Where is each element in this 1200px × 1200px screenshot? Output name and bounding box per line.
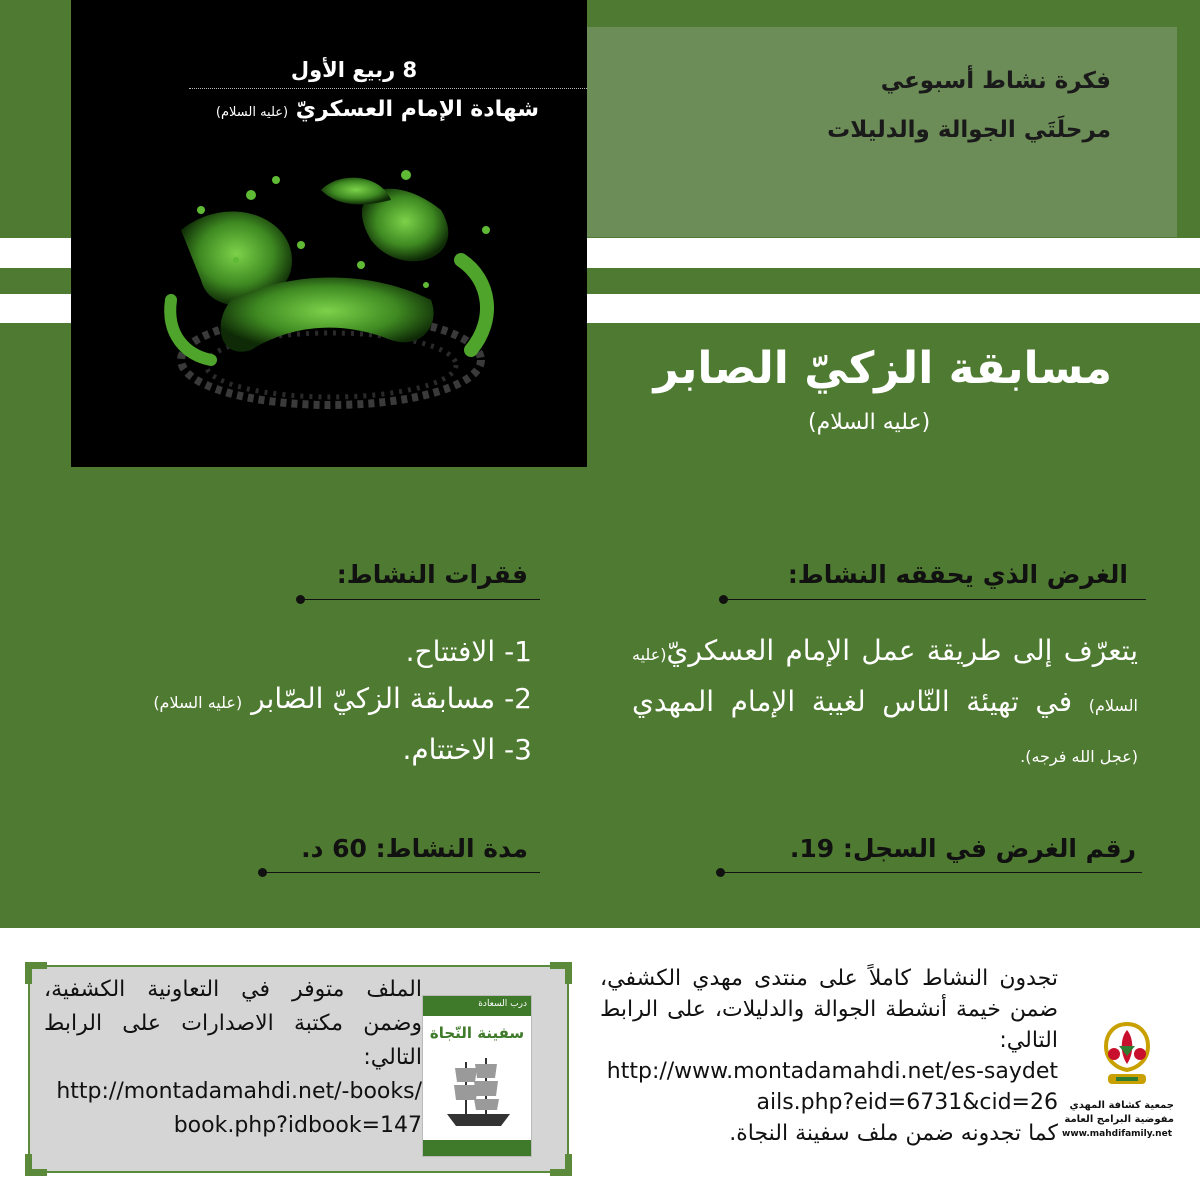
record-label: رقم الغرض في السجل:: [842, 834, 1136, 863]
purpose-rule: [724, 599, 1146, 600]
main-title: مسابقة الزكيّ الصابر: [653, 343, 1112, 394]
activity-steps: [153, 628, 532, 773]
activity-rule-dot: [296, 595, 305, 604]
record-rule: [720, 872, 1142, 873]
header-line-1: فكرة نشاط أسبوعي: [880, 68, 1111, 94]
calligraphy-art-icon: [141, 150, 521, 420]
purpose-heading: الغرض الذي يحققه النشاط:: [787, 560, 1128, 589]
poster: [71, 0, 587, 467]
book-cover-band-bottom: [423, 1140, 531, 1156]
info-link[interactable]: http://montadamahdi.net/-books/book.php?idbook=147: [56, 1079, 422, 1138]
bracket-corner: [25, 1154, 47, 1176]
activity-rule: [300, 599, 540, 600]
record-number: [790, 834, 1136, 863]
logo-caption-1: جمعية كشافة المهدي: [1069, 1100, 1174, 1111]
ship-icon: [441, 1054, 516, 1132]
purpose-text: [632, 627, 1138, 780]
step-item-text: 2- مسابقة الزكيّ الصّابر: [251, 682, 532, 715]
step-item-note: (عليه السلام): [153, 693, 243, 712]
book-title: سفينة النّجاة: [429, 1024, 525, 1042]
bracket-corner: [550, 962, 572, 984]
step-item: 1- الافتتاح.: [405, 635, 532, 668]
book-cover: [422, 995, 532, 1157]
forum-footer: كما تجدونه ضمن ملف سفينة النجاة.: [729, 1121, 1058, 1146]
forum-text: [600, 963, 1058, 1149]
main-subtitle: (عليه السلام): [808, 410, 931, 435]
record-value: 19.: [789, 834, 835, 863]
poster-subtitle: [216, 97, 539, 122]
poster-subtitle-note: (عليه السلام): [215, 105, 289, 120]
duration-rule: [262, 872, 540, 873]
activity-heading: فقرات النشاط:: [336, 560, 528, 589]
record-rule-dot: [716, 868, 725, 877]
purpose-note-1: (عليه السلام): [632, 645, 1138, 715]
purpose-text-2: في تهيئة النّاس لغيبة الإمام المهدي: [632, 685, 1073, 718]
logo-caption-2: مفوضية البرامج العامة: [1064, 1114, 1174, 1125]
header-line-2: مرحلَتَي الجوالة والدليلات: [827, 117, 1111, 143]
step-item: 3- الاختتام.: [402, 733, 532, 766]
purpose-rule-dot: [719, 595, 728, 604]
poster-subtitle-text: شهادة الإمام العسكريّ: [295, 97, 539, 122]
poster-date: 8 ربيع الأول: [290, 58, 418, 82]
forum-text-body: تجدون النشاط كاملاً على منتدى مهدي الكشفي، ضمن خيمة أنشطة الجوالة والدليلات، على الرابط التالي:: [600, 966, 1058, 1053]
duration: [301, 834, 528, 863]
scouts-emblem-icon: [1092, 1020, 1162, 1092]
duration-label: مدة النشاط:: [375, 834, 528, 863]
header-box: [585, 27, 1177, 237]
info-text-body: الملف متوفر في التعاونية الكشفية، وضمن مكتبة الاصدارات على الرابط التالي:: [44, 977, 422, 1070]
purpose-note-2: (عجل الله فرجه).: [1020, 747, 1138, 766]
logo-site: www.mahdifamily.net: [1062, 1129, 1172, 1139]
info-box: [28, 965, 569, 1173]
poster-divider: [189, 88, 587, 89]
step-item: [153, 675, 532, 726]
purpose-text-1: يتعرّف إلى طريقة عمل الإمام العسكريّ: [666, 634, 1138, 667]
bracket-corner: [550, 1154, 572, 1176]
duration-rule-dot: [258, 868, 267, 877]
duration-value: 60 د.: [301, 834, 367, 863]
book-series: درب السعادة: [478, 999, 527, 1009]
info-text: [44, 973, 422, 1143]
forum-link[interactable]: http://www.montadamahdi.net/es-saydetails.php?eid=6731&cid=26: [606, 1059, 1058, 1115]
